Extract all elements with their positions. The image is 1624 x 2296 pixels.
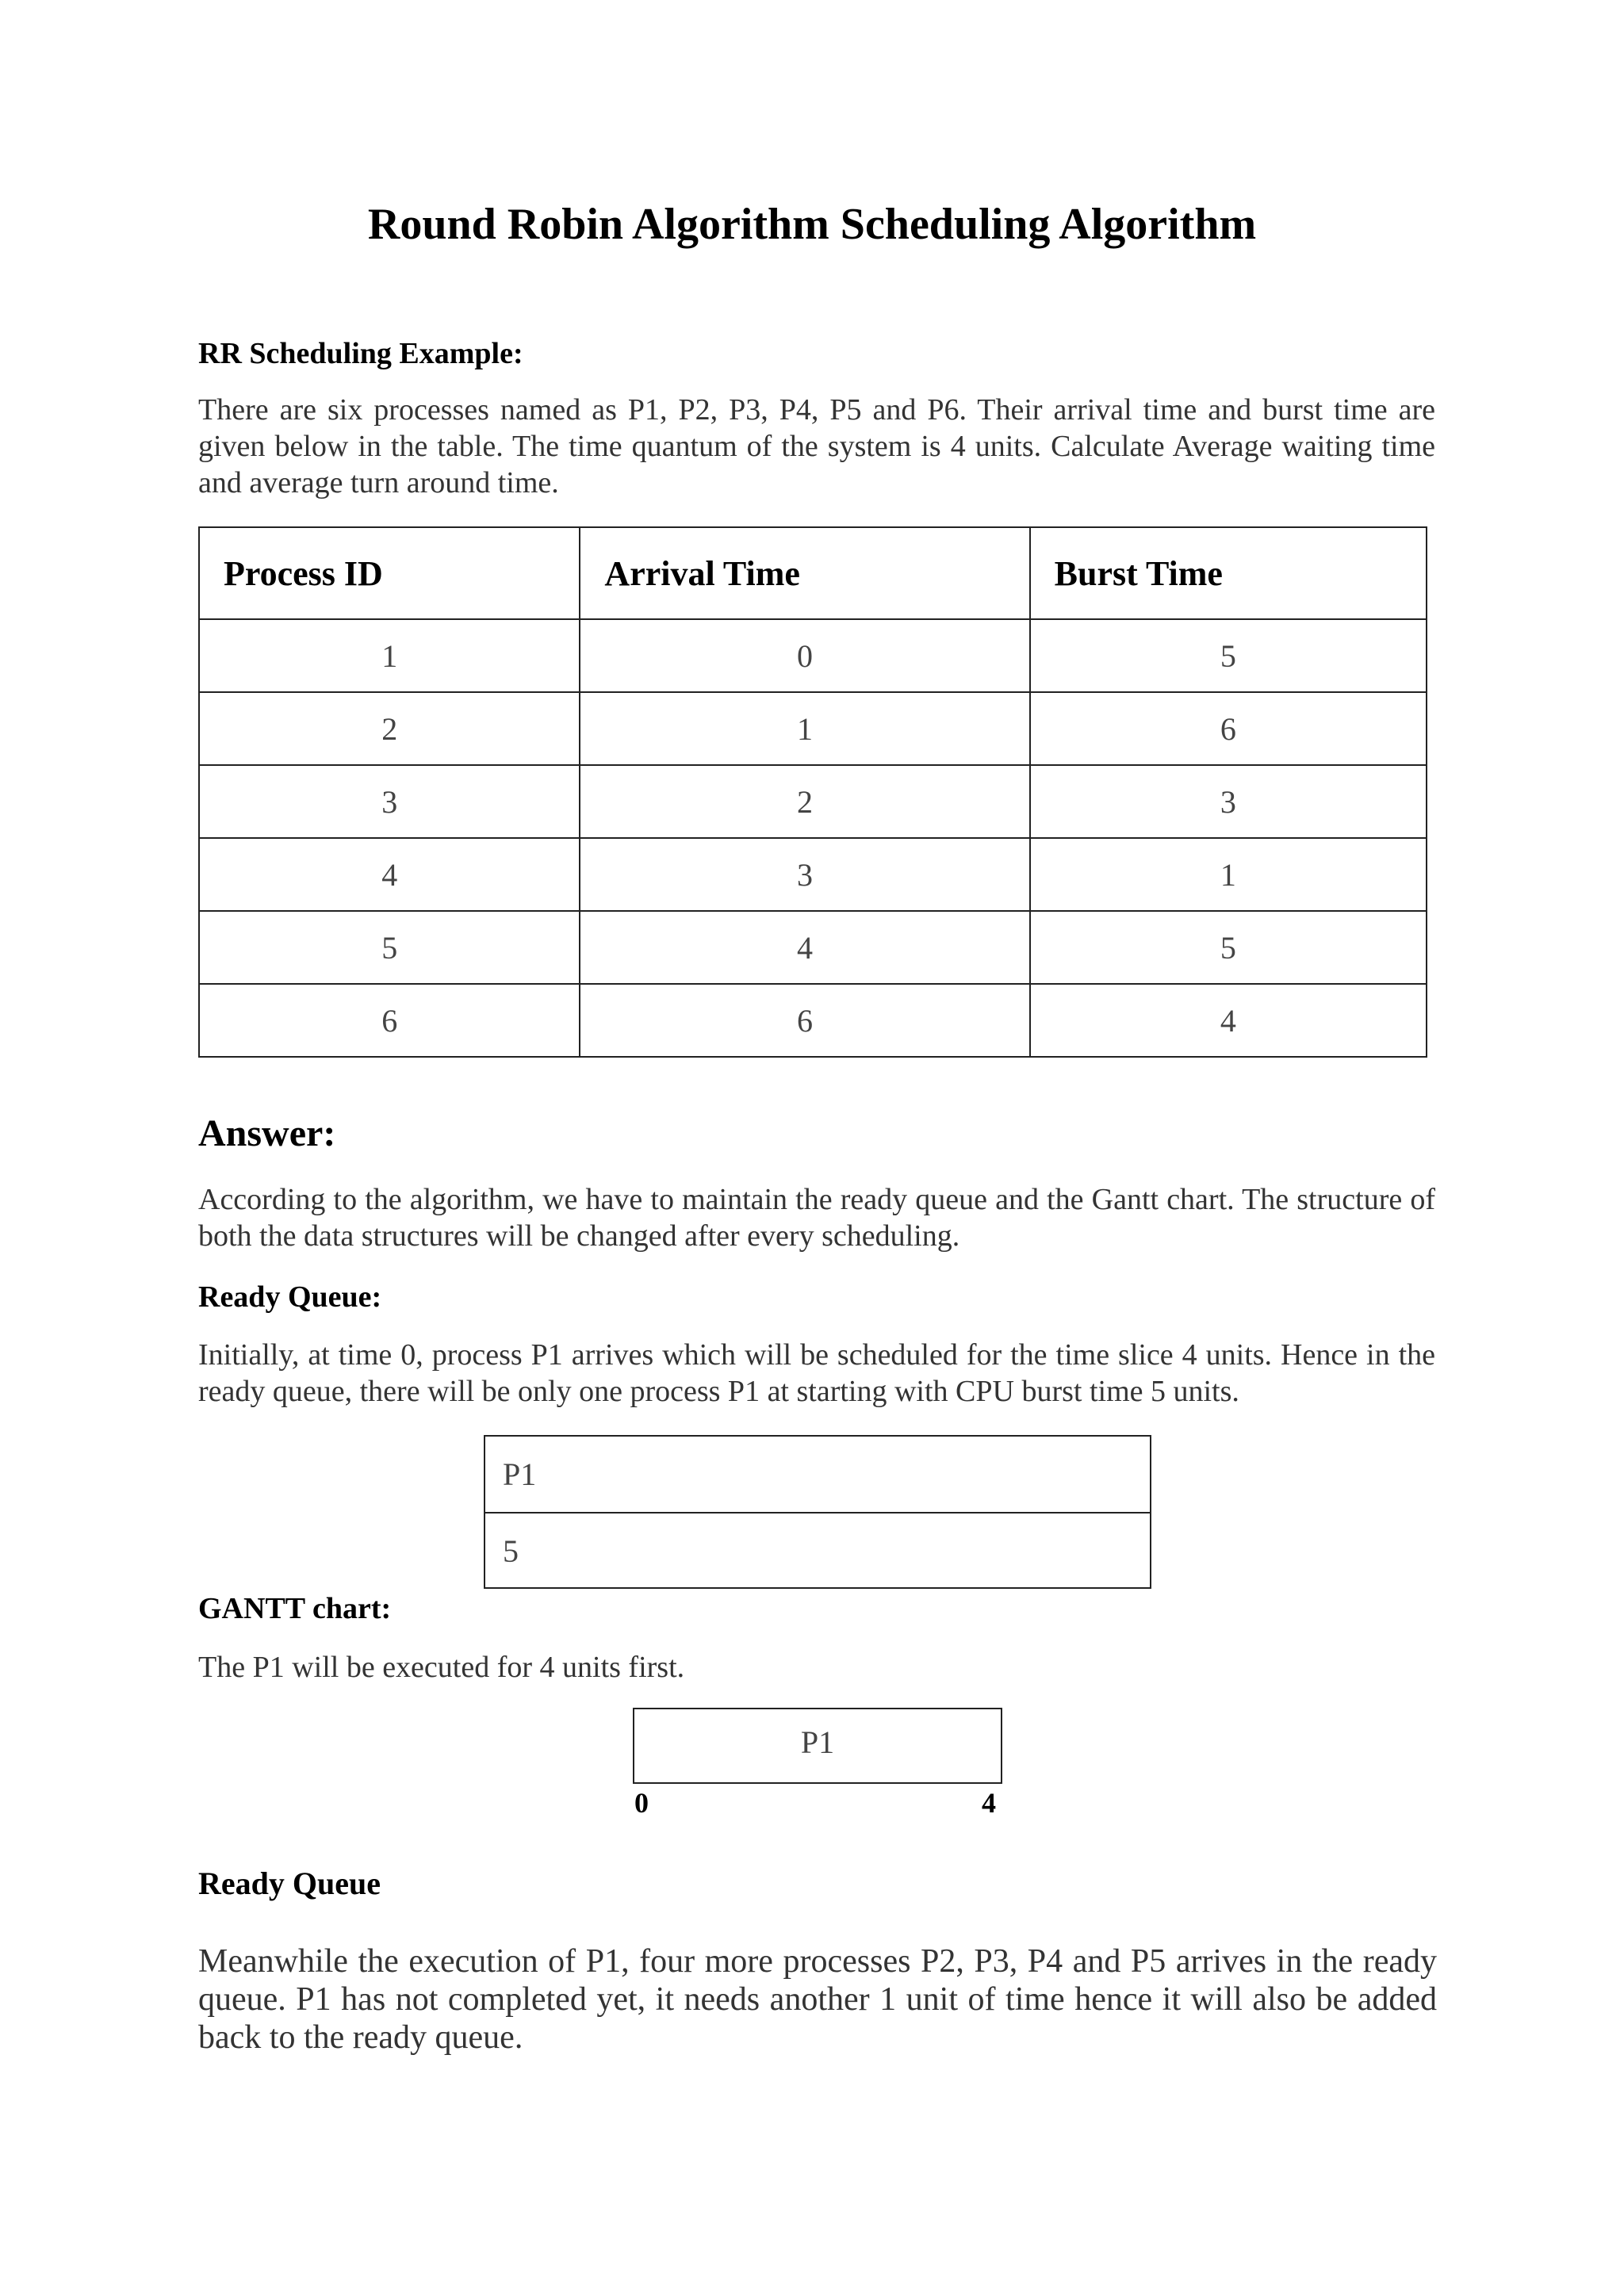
gantt-paragraph: The P1 will be executed for 4 units first. <box>198 1651 685 1684</box>
ready-queue-burst: 5 <box>485 1512 1150 1587</box>
table-row <box>199 984 1427 1057</box>
table-row <box>199 692 1427 765</box>
header-arrival-time: Arrival Time <box>580 527 1029 619</box>
ready-queue-heading: Ready Queue: <box>198 1280 382 1314</box>
table-row <box>199 838 1427 911</box>
table-row <box>199 911 1427 984</box>
table-header-row <box>199 527 1427 619</box>
gantt-bar-p1: P1 <box>633 1708 1002 1784</box>
page-title: Round Robin Algorithm Scheduling Algorithm <box>367 200 1257 249</box>
cell-process-id: 5 <box>199 911 580 984</box>
answer-intro-paragraph: According to the algorithm, we have to maintain the ready queue and the Gantt chart. The structure of both the data structures will be changed after every scheduling. <box>198 1183 1435 1253</box>
cell-burst-time: 1 <box>1030 838 1427 911</box>
cell-arrival-time: 3 <box>580 838 1029 911</box>
table-row <box>199 765 1427 838</box>
cell-burst-time: 6 <box>1030 692 1427 765</box>
process-table <box>198 526 1427 1058</box>
cell-process-id: 1 <box>199 619 580 692</box>
cell-process-id: 6 <box>199 984 580 1057</box>
cell-burst-time: 3 <box>1030 765 1427 838</box>
cell-arrival-time: 2 <box>580 765 1029 838</box>
gantt-end-time: 4 <box>982 1787 996 1819</box>
example-heading: RR Scheduling Example: <box>198 337 523 370</box>
cell-process-id: 3 <box>199 765 580 838</box>
header-burst-time: Burst Time <box>1030 527 1427 619</box>
ready-queue-box <box>484 1435 1151 1589</box>
ready-queue-process: P1 <box>503 1456 537 1492</box>
cell-process-id: 2 <box>199 692 580 765</box>
cell-arrival-time: 6 <box>580 984 1029 1057</box>
cell-process-id: 4 <box>199 838 580 911</box>
gantt-heading: GANTT chart: <box>198 1592 392 1625</box>
cell-arrival-time: 4 <box>580 911 1029 984</box>
cell-arrival-time: 1 <box>580 692 1029 765</box>
cell-burst-time: 5 <box>1030 911 1427 984</box>
ready-queue-2-heading: Ready Queue <box>198 1866 381 1901</box>
answer-heading: Answer: <box>198 1112 336 1154</box>
cell-burst-time: 5 <box>1030 619 1427 692</box>
table-row <box>199 619 1427 692</box>
example-paragraph: There are six processes named as P1, P2, P3, P4, P5 and P6. Their arrival time and burst time are given below in the table. The time quantum of the system is 4 units. Calculate Average waiting time and average turn around time. <box>198 393 1435 499</box>
cell-burst-time: 4 <box>1030 984 1427 1057</box>
gantt-start-time: 0 <box>634 1787 649 1819</box>
ready-queue-paragraph: Initially, at time 0, process P1 arrives which will be scheduled for the time slice 4 units. Hence in the ready queue, there will be only one process P1 at starting with CPU burst time 5 units. <box>198 1338 1435 1408</box>
ready-queue-2-paragraph: Meanwhile the execution of P1, four more processes P2, P3, P4 and P5 arrives in the ready queue. P1 has not completed yet, it needs another 1 unit of time hence it will also be added back to the ready queue. <box>198 1943 1437 2056</box>
header-process-id: Process ID <box>199 527 580 619</box>
cell-arrival-time: 0 <box>580 619 1029 692</box>
